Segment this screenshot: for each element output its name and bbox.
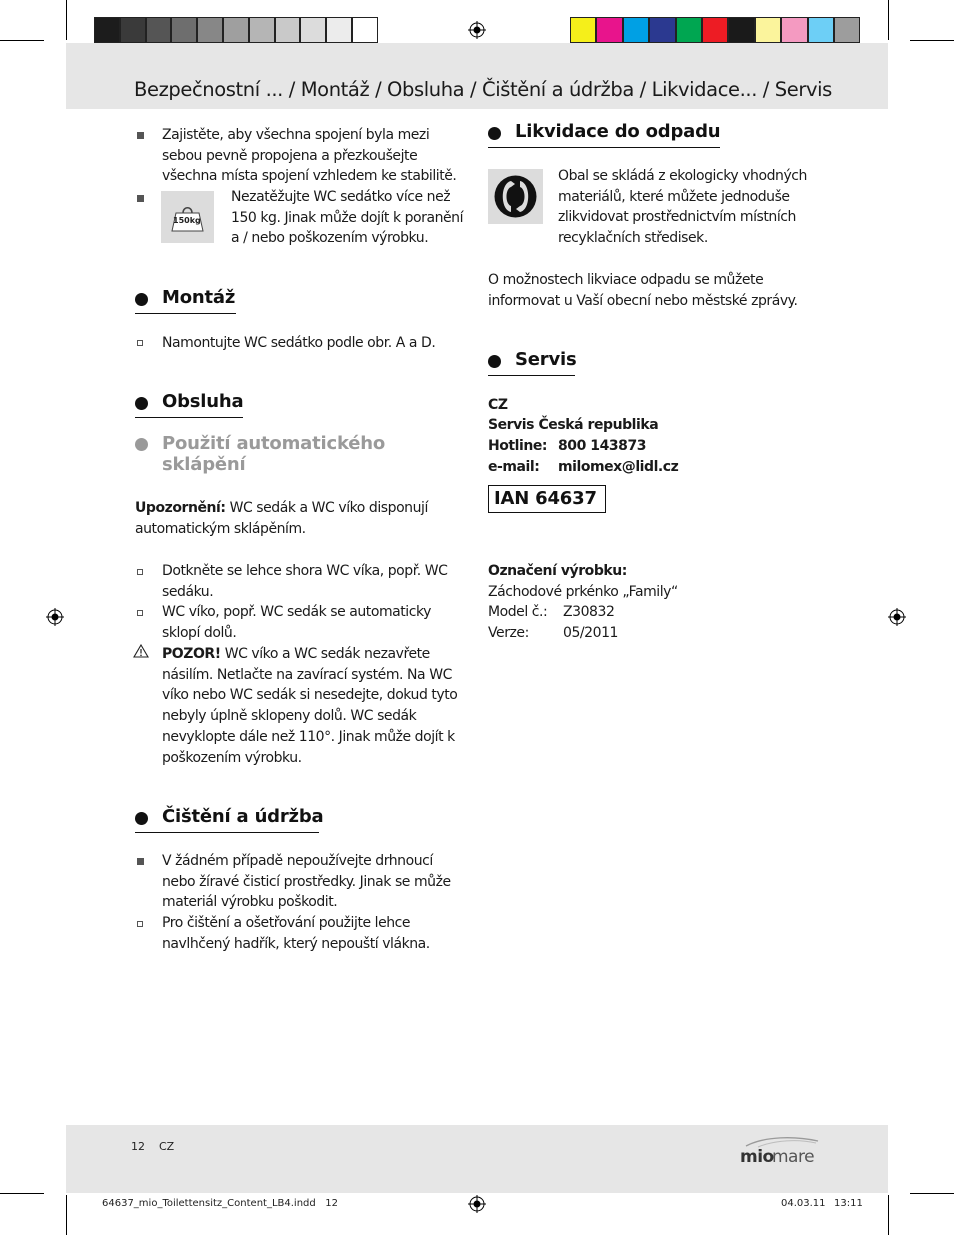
miomare-logo [740, 1134, 820, 1170]
crop-mark [910, 1193, 954, 1194]
heading-underline [135, 417, 243, 418]
crop-mark [888, 0, 889, 40]
list-item: V žádném případě nepoužívejte drhnoucí nebo žíravé čisticí prostředky. Jinak se může materiál výrobku poškodit. [162, 853, 451, 911]
open-square-bullet-icon [137, 610, 143, 616]
list-item: Pro čištění a ošetřování použijte lehce navlhčený hadřík, který nepouští vlákna. [162, 915, 430, 952]
warning-text: WC víko a WC sedák nezavřete násilím. Netlačte na zavírací systém. Na WC víko nebo WC sedák si nesedejte, dokud tyto nebyly úplně sklopeny dolů. WC sedák nevyklopte dále než 110°. Jinak může dojít k poškozením výrobku. [162, 646, 458, 766]
subheading-automatic-closing: Použití automatického sklápění [162, 433, 386, 475]
crop-mark [910, 40, 954, 41]
heading-dot-icon [488, 355, 501, 368]
color-swatch [326, 17, 352, 43]
color-swatch [570, 17, 596, 43]
section-heading-obsluha: Obsluha [162, 391, 244, 412]
color-swatch [223, 17, 249, 43]
logo-swoosh-icon [740, 1134, 820, 1148]
color-swatch [676, 17, 702, 43]
ian-number: IAN 64637 [494, 488, 597, 509]
logo-text-mare: mare [772, 1147, 815, 1167]
page-number: 12 [131, 1140, 145, 1153]
subheading-dot-icon [135, 438, 148, 451]
heading-dot-icon [135, 293, 148, 306]
heading-dot-icon [488, 127, 501, 140]
slug-time: 13:11 [834, 1198, 863, 1209]
note-label: Upozornění: [135, 500, 226, 516]
hotline-value: 800 143873 [558, 438, 647, 454]
section-heading-likvidace: Likvidace do odpadu [515, 121, 721, 142]
heading-underline [488, 375, 575, 376]
heading-underline [135, 313, 236, 314]
note-text: WC sedák a WC víko disponují automatickým sklápěním. [135, 500, 428, 537]
color-swatch [171, 17, 197, 43]
note-paragraph [135, 498, 470, 539]
color-swatch [146, 17, 172, 43]
heading-underline [135, 832, 319, 833]
color-swatch [94, 17, 120, 43]
registration-mark-icon [46, 608, 64, 626]
color-swatch [834, 17, 860, 43]
color-swatch [623, 17, 649, 43]
model-label: Model č.: [488, 604, 548, 620]
warning-triangle-icon [133, 644, 149, 658]
section-heading-montaz: Montáž [162, 287, 236, 308]
color-swatch [197, 17, 223, 43]
model-value: Z30832 [563, 604, 615, 620]
color-swatch [649, 17, 675, 43]
slug-date: 04.03.11 [781, 1198, 826, 1209]
square-bullet-icon [137, 858, 144, 865]
recycling-icon-box [488, 169, 543, 224]
open-square-bullet-icon [137, 340, 143, 346]
service-country: CZ [488, 397, 508, 413]
list-item: Zajistěte, aby všechna spojení byla mezi sebou pevně propojena a přezkoušejte všechna místa spojení vzhledem ke stabilitě. [162, 127, 457, 185]
open-square-bullet-icon [137, 569, 143, 575]
product-name: Záchodové prkénko „Family“ [488, 584, 678, 600]
color-swatch [300, 17, 326, 43]
product-label: Označení výrobku: [488, 563, 627, 579]
email-value: milomex@lidl.cz [558, 459, 679, 475]
footer-language: CZ [159, 1140, 175, 1153]
disposal-info-text: O možnostech likviace odpadu se můžete informovat u Vaší obecní nebo městské zprávy. [488, 272, 798, 309]
color-swatch [728, 17, 754, 43]
color-swatch [808, 17, 834, 43]
email-label: e-mail: [488, 459, 540, 475]
open-square-bullet-icon [137, 921, 143, 927]
color-swatch [249, 17, 275, 43]
crop-mark [66, 0, 67, 40]
version-label: Verze: [488, 625, 529, 641]
list-item: Nezatěžujte WC sedátko více než 150 kg. Jinak může dojít k poranění a / nebo poškozením výrobku. [231, 189, 464, 247]
color-swatch [596, 17, 622, 43]
heading-dot-icon [135, 812, 148, 825]
warning-label: POZOR! [162, 646, 221, 662]
heading-dot-icon [135, 397, 148, 410]
weight-icon-label: 150kg [173, 216, 201, 225]
hotline-label: Hotline: [488, 438, 548, 454]
registration-mark-icon [468, 21, 486, 39]
crop-mark [0, 1193, 44, 1194]
version-value: 05/2011 [563, 625, 619, 641]
logo-text-mio: mio [740, 1147, 774, 1167]
slug-filename: 64637_mio_Toilettensitz_Content_LB4.indd 12 [102, 1198, 338, 1209]
registration-mark-icon [468, 1195, 486, 1213]
color-swatch [120, 17, 146, 43]
color-swatch [702, 17, 728, 43]
service-name: Servis Česká republika [488, 417, 659, 433]
packaging-text: Obal se skládá z ekologicky vhodných materiálů, které můžete jednoduše zlikvidovat prostřednictvím místních recyklačních středisek. [558, 168, 807, 247]
section-heading-cisteni: Čištění a údržba [162, 806, 324, 827]
list-item: WC víko, popř. WC sedák se automaticky sklopí dolů. [162, 604, 431, 641]
color-swatch [755, 17, 781, 43]
square-bullet-icon [137, 132, 144, 139]
green-dot-recycling-icon [488, 169, 543, 224]
heading-underline [488, 147, 720, 148]
square-bullet-icon [137, 195, 144, 202]
registration-mark-icon [888, 608, 906, 626]
crop-mark [888, 1195, 889, 1235]
section-heading-servis: Servis [515, 349, 577, 370]
color-swatch [352, 17, 378, 43]
warning-paragraph [162, 644, 468, 768]
crop-mark [66, 1195, 67, 1235]
color-swatch [275, 17, 301, 43]
weight-limit-icon [161, 191, 214, 243]
page-title: Bezpečnostní ... / Montáž / Obsluha / Čištění a údržba / Likvidace... / Servis [134, 78, 832, 101]
list-item: Dotkněte se lehce shora WC víka, popř. WC sedáku. [162, 563, 448, 600]
list-item: Namontujte WC sedátko podle obr. A a D. [162, 335, 436, 351]
color-swatch [781, 17, 807, 43]
crop-mark [0, 40, 44, 41]
